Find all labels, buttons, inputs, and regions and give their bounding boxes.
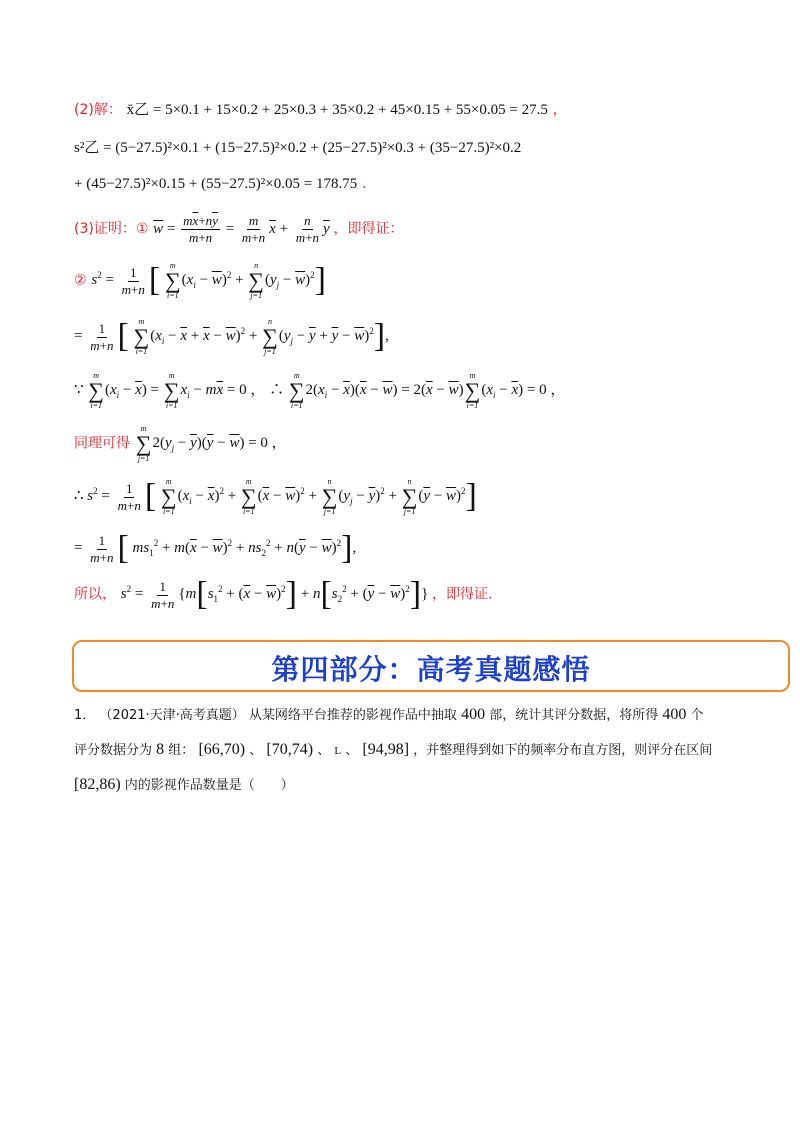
- variance-expression-1: s²乙 = (5−27.5)²×0.1 + (15−27.5)²×0.2 + (25−27.5)²×0.3 + (35−27.5)²×0.2: [74, 140, 522, 156]
- final-variance-formula: $s^2$ = $\frac{1}{m+n}$ $\{m[s_1^2 + (\overline{x} - \overline{w})^2] + n[s_2^2 + (\overline{y} - \overline{w})^2]\}$: [120, 576, 433, 613]
- interval-2: [70,74): [266, 741, 314, 758]
- proof-line-2: [74, 262, 326, 300]
- question-text-2: 部，统计其评分数据，将所得: [489, 708, 659, 723]
- question-line-2: [74, 738, 712, 763]
- interval-4: [82,86): [74, 776, 121, 793]
- y-sum-zero-formula: m ∑ j=1 $2(y_j - \overline{y})(\overline{y} - \overline{w}) = 0$ ，: [135, 424, 287, 463]
- sum-zero-formula: ∵ m ∑ i=1 $(x_i - \overline{x})$ = m ∑ i=1 $x_i - m\overline{x} = 0$ ， ∴ m ∑ i=1 $2(x_i - \overline{x})(\overline{x} - \overline{w}) = 2(\overline{x} - \overline{w})$ m ∑ i=1 $(x_i - \overline{x}) = 0$ ，: [74, 371, 566, 410]
- group-count: 8: [156, 741, 165, 758]
- question-text-3: 个: [690, 708, 704, 723]
- mean-tail: ，: [552, 102, 567, 118]
- interval-3: [94,98]: [362, 741, 410, 758]
- variance-sub-formula: = $\frac{1}{m+n}$ [ $ms_1^2 + m(\overline{x} - \overline{w})^2 + ns_2^2 + n(\overline{y} - \overline{w})^2$],: [74, 530, 357, 567]
- question-line2-c: ，并整理得到如下的频率分布直方图，则评分在区间: [413, 743, 713, 758]
- circle-two-label: ②: [74, 272, 87, 289]
- so-label: 所以，: [74, 586, 116, 603]
- sample-count-1: 400: [461, 706, 486, 723]
- question-number: 1．: [74, 708, 96, 723]
- interval-1: [66,70): [198, 741, 246, 758]
- so-tail: ，即得证.: [432, 586, 493, 603]
- variance-split-formula: ∴ $s^2$ = $\frac{1}{m+n}$ [ m ∑ i=1 $(x_i - \overline{x})^2$ + m ∑ i=1 $(\overline{x} - \overline{w})^2$ + n ∑ j=1 $(y_j - \overline{y})^2$ + n ∑ j=1 $(\overline{y} - \overline{w})^2$]: [74, 477, 477, 516]
- same-reason-label: 同理可得: [74, 435, 130, 452]
- section-title: 第四部分：高考真题感悟: [271, 653, 591, 686]
- variance-expression-2: + (45−27.5)²×0.15 + (55−27.5)²×0.05 = 178.75: [74, 176, 358, 192]
- question-line3: 内的影视作品数量是（ ）: [124, 778, 294, 793]
- separator-1: 、: [249, 743, 263, 758]
- variance-expanded-formula: = $\frac{1}{m+n}$ [ m ∑ i=1 $(x_i - \overline{x} + \overline{x} - \overline{w})^2$ + n ∑ j=1 $(y_j - \overline{y} + \overline{y} - \overline{w})^2$],: [74, 317, 389, 356]
- variance-line-2: [74, 172, 366, 195]
- proof-line-3: [74, 318, 389, 356]
- part3-label: (3)证明：①: [74, 220, 149, 237]
- proof-line-1: [74, 213, 403, 246]
- mean-expression: x̄乙 = 5×0.1 + 15×0.2 + 25×0.3 + 35×0.2 + 45×0.15 + 55×0.05 = 27.5: [126, 102, 548, 118]
- sample-count-2: 400: [662, 706, 687, 723]
- question-line-1: [74, 703, 704, 728]
- proof-line-4: [74, 372, 565, 410]
- mean-line: [74, 98, 567, 121]
- proof-line-6: [74, 478, 477, 516]
- separator-3: 、: [345, 743, 359, 758]
- separator-2: 、: [317, 743, 331, 758]
- question-source: （2021·天津·高考真题）: [99, 708, 245, 723]
- variance-line-1: [74, 136, 521, 159]
- ellipsis-glyph: L: [334, 745, 342, 757]
- part2-label: (2)解：: [74, 102, 122, 118]
- proof-line-5: [74, 425, 287, 463]
- variance-definition-formula: $s^2$ = $\frac{1}{m+n}$ [ m ∑ i=1 $(x_i - \overline{w})^2$ + n ∑ j=1 $(y_j - \overline{w})^2$]: [91, 261, 326, 300]
- question-text-1: 从某网络平台推荐的影视作品中抽取: [248, 708, 457, 723]
- variance-tail: .: [361, 176, 367, 192]
- part3-tail: ，即得证：: [333, 220, 404, 237]
- question-line2-a: 评分数据分为: [74, 743, 153, 758]
- weighted-mean-formula: $\overline{w}$ = $\frac{m\overline{x}+n\overline{y}}{m+n}$ = $\frac{m}{m+n}$ $\overline{x}$ + $\frac{n}{m+n}$ $\overline{y}$: [153, 213, 330, 245]
- question-line2-b: 组：: [168, 743, 195, 758]
- question-line-3: [74, 773, 294, 798]
- section-banner: [72, 640, 790, 692]
- proof-line-8: [74, 578, 493, 612]
- proof-line-7: [74, 532, 356, 566]
